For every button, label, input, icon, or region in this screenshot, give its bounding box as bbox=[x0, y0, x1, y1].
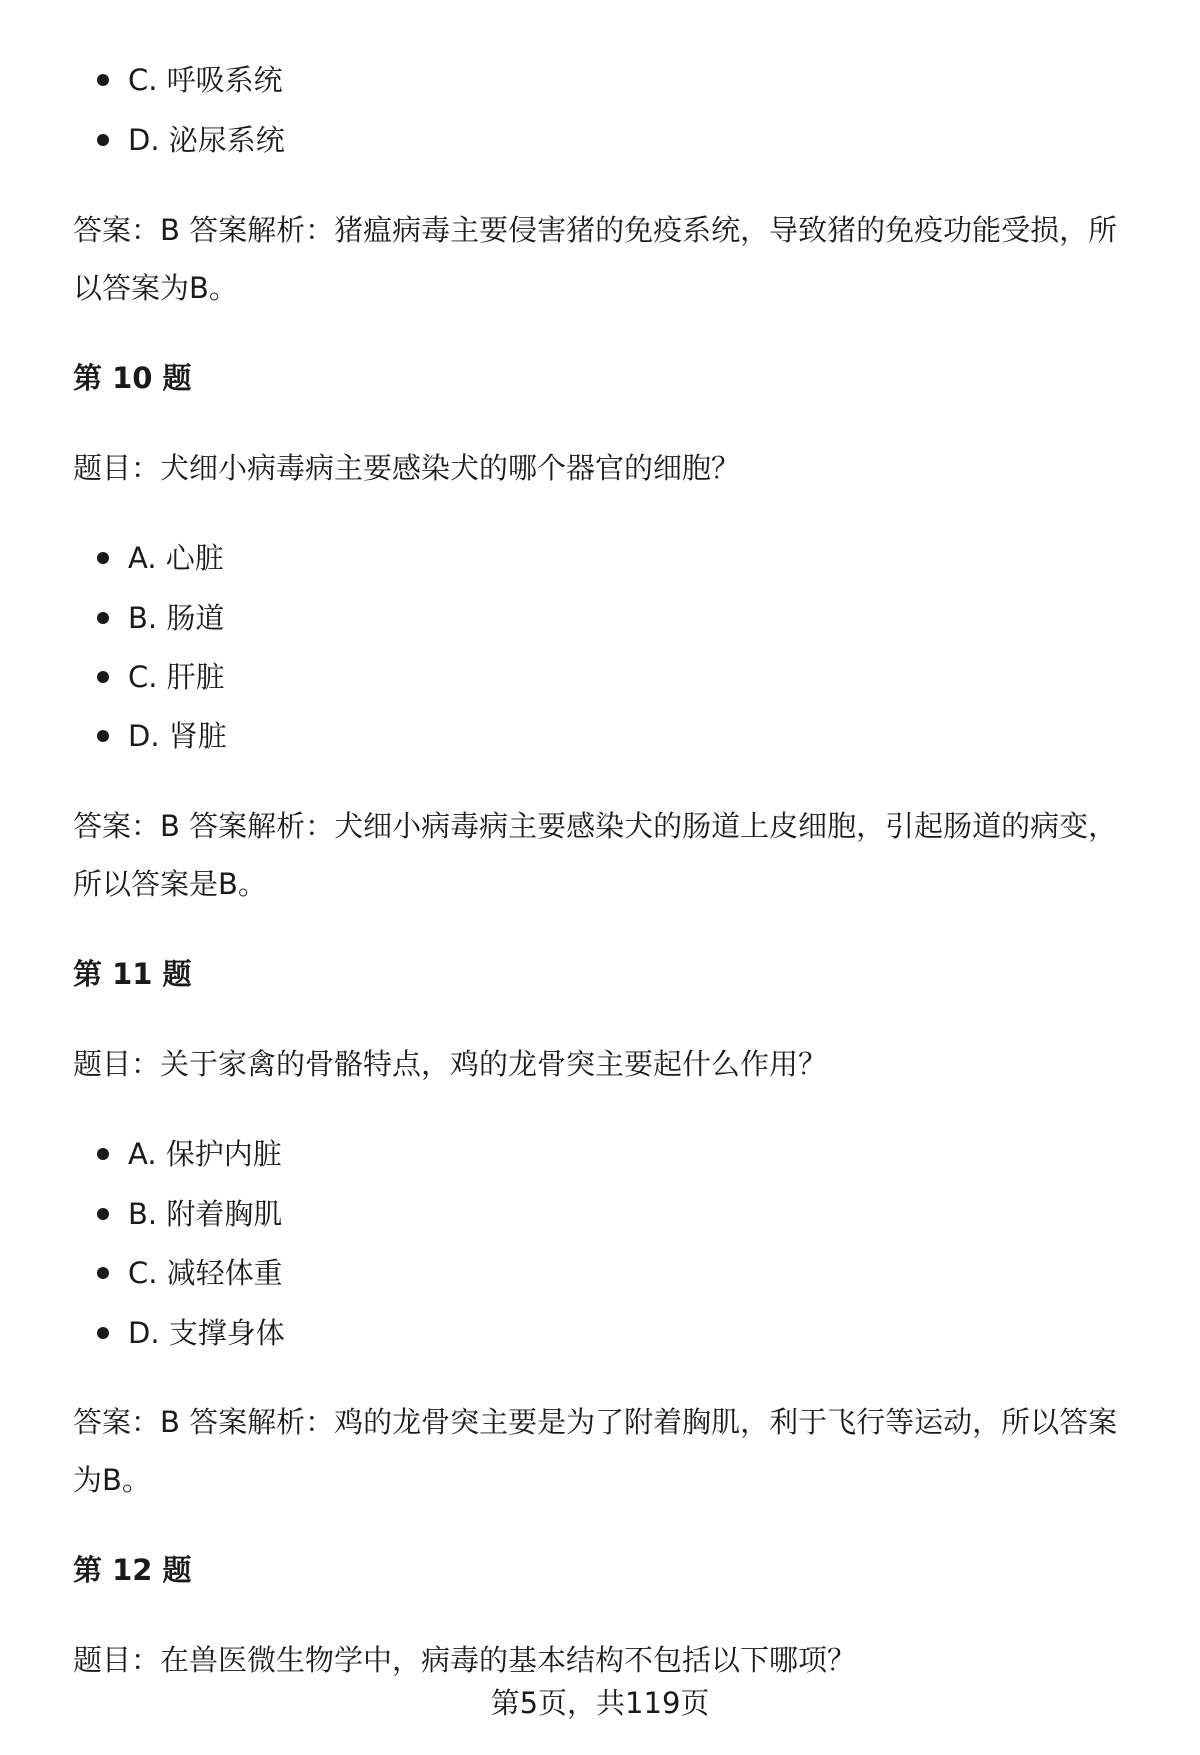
q11-heading: 第 11 题 bbox=[73, 957, 192, 991]
q10-heading: 第 10 题 bbox=[73, 361, 192, 395]
q10-option-a: A. 心脏 bbox=[128, 541, 224, 575]
q12-question: 题目：在兽医微生物学中，病毒的基本结构不包括以下哪项？ bbox=[73, 1643, 857, 1677]
q11-option-c: C. 减轻体重 bbox=[128, 1256, 283, 1290]
bullet-icon bbox=[97, 134, 109, 146]
bullet-icon bbox=[97, 1327, 109, 1339]
option-d: D. 泌尿系统 bbox=[128, 123, 285, 157]
q11-option-a: A. 保护内脏 bbox=[128, 1137, 282, 1171]
bullet-icon bbox=[97, 671, 109, 683]
q10-answer-line1: 答案：B 答案解析：犬细小病毒病主要感染犬的肠道上皮细胞，引起肠道的病变， bbox=[73, 809, 1118, 843]
bullet-icon bbox=[97, 1267, 109, 1279]
page-number: 第5页，共119页 bbox=[490, 1686, 710, 1720]
bullet-icon bbox=[97, 1208, 109, 1220]
q11-answer-line2: 为B。 bbox=[73, 1463, 151, 1497]
q10-question: 题目：犬细小病毒病主要感染犬的哪个器官的细胞？ bbox=[73, 451, 741, 485]
q9-answer-line2: 以答案为B。 bbox=[73, 271, 238, 305]
q10-option-d: D. 肾脏 bbox=[128, 719, 227, 753]
bullet-icon bbox=[97, 612, 109, 624]
q11-option-b: B. 附着胸肌 bbox=[128, 1197, 283, 1231]
q12-heading: 第 12 题 bbox=[73, 1553, 192, 1587]
q11-question: 题目：关于家禽的骨骼特点，鸡的龙骨突主要起什么作用？ bbox=[73, 1047, 828, 1081]
q11-option-d: D. 支撑身体 bbox=[128, 1316, 285, 1350]
q9-answer-line1: 答案：B 答案解析：猪瘟病毒主要侵害猪的免疫系统，导致猪的免疫功能受损，所 bbox=[73, 213, 1118, 247]
q10-option-b: B. 肠道 bbox=[128, 601, 225, 635]
bullet-icon bbox=[97, 730, 109, 742]
bullet-icon bbox=[97, 552, 109, 564]
q10-option-c: C. 肝脏 bbox=[128, 660, 225, 694]
option-c: C. 呼吸系统 bbox=[128, 63, 283, 97]
bullet-icon bbox=[97, 1148, 109, 1160]
bullet-icon bbox=[97, 74, 109, 86]
q11-answer-line1: 答案：B 答案解析：鸡的龙骨突主要是为了附着胸肌，利于飞行等运动，所以答案 bbox=[73, 1405, 1118, 1439]
q10-answer-line2: 所以答案是B。 bbox=[73, 867, 267, 901]
